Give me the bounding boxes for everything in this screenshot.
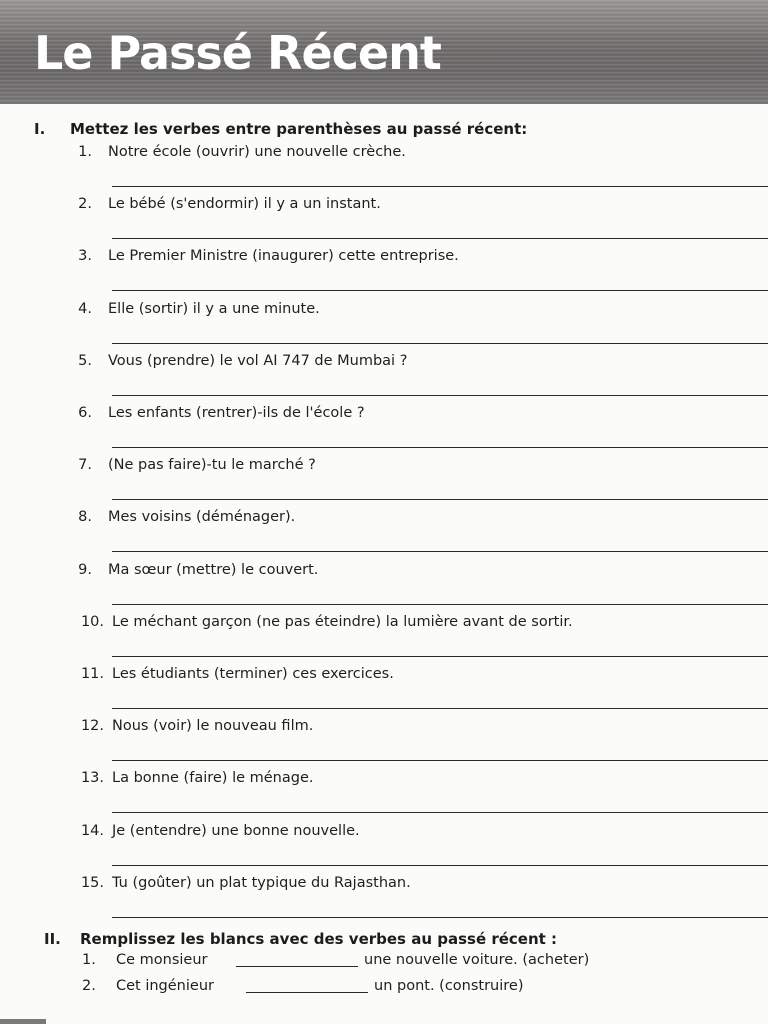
exercise-sentence: Les enfants (rentrer)-ils de l'école ? — [108, 405, 365, 421]
exercise-sentence: Notre école (ouvrir) une nouvelle crèche. — [108, 144, 406, 160]
answer-line[interactable] — [112, 812, 768, 813]
answer-line[interactable] — [112, 395, 768, 396]
exercise-sentence: Le Premier Ministre (inaugurer) cette entreprise. — [108, 248, 459, 264]
fill-item-after: une nouvelle voiture. (acheter) — [364, 952, 590, 968]
fill-item-before: Ce monsieur — [116, 952, 208, 968]
exercise-number: 5. — [78, 353, 92, 369]
exercise-sentence: La bonne (faire) le ménage. — [112, 770, 314, 786]
page-title: Le Passé Récent — [34, 26, 441, 80]
section-2-instruction: Remplissez les blancs avec des verbes au passé récent : — [80, 930, 558, 948]
exercise-number: 9. — [78, 562, 92, 578]
answer-line[interactable] — [112, 238, 768, 239]
answer-line[interactable] — [112, 865, 768, 866]
exercise-number: 8. — [78, 509, 92, 525]
exercise-number: 7. — [78, 457, 92, 473]
exercise-number: 6. — [78, 405, 92, 421]
fill-blank[interactable] — [246, 992, 368, 993]
exercise-number: 10. — [80, 614, 104, 630]
title-banner — [0, 0, 768, 104]
fill-blank[interactable] — [236, 966, 358, 967]
exercise-sentence: Ma sœur (mettre) le couvert. — [108, 562, 319, 578]
fill-item-number: 2. — [82, 978, 96, 994]
exercise-sentence: Elle (sortir) il y a une minute. — [108, 301, 320, 317]
fill-item — [0, 952, 768, 978]
exercise-sentence: Tu (goûter) un plat typique du Rajasthan. — [112, 875, 411, 891]
answer-line[interactable] — [112, 343, 768, 344]
answer-line[interactable] — [112, 447, 768, 448]
exercise-sentence: Les étudiants (terminer) ces exercices. — [112, 666, 394, 682]
answer-line[interactable] — [112, 186, 768, 187]
fill-item-after: un pont. (construire) — [374, 978, 524, 994]
exercise-number: 13. — [80, 770, 104, 786]
answer-line[interactable] — [112, 760, 768, 761]
exercise-sentence: Le bébé (s'endormir) il y a un instant. — [108, 196, 381, 212]
section-1-number: I. — [34, 120, 46, 138]
exercise-sentence: Vous (prendre) le vol AI 747 de Mumbai ? — [108, 353, 408, 369]
answer-line[interactable] — [112, 290, 768, 291]
answer-line[interactable] — [112, 656, 768, 657]
section-1-instruction: Mettez les verbes entre parenthèses au passé récent: — [70, 120, 528, 138]
exercise-sentence: (Ne pas faire)-tu le marché ? — [108, 457, 316, 473]
section-2-number: II. — [44, 930, 61, 948]
exercise-number: 3. — [78, 248, 92, 264]
exercise-number: 14. — [80, 823, 104, 839]
exercise-number: 12. — [80, 718, 104, 734]
fill-item-before: Cet ingénieur — [116, 978, 214, 994]
exercise-sentence: Mes voisins (déménager). — [108, 509, 296, 525]
fill-item — [0, 978, 768, 1004]
fill-item-number: 1. — [82, 952, 96, 968]
exercise-sentence: Je (entendre) une bonne nouvelle. — [112, 823, 360, 839]
answer-line[interactable] — [112, 917, 768, 918]
exercise-number: 1. — [78, 144, 92, 160]
exercise-number: 11. — [80, 666, 104, 682]
exercise-sentence: Le méchant garçon (ne pas éteindre) la lumière avant de sortir. — [112, 614, 573, 630]
exercise-number: 2. — [78, 196, 92, 212]
answer-line[interactable] — [112, 551, 768, 552]
answer-line[interactable] — [112, 604, 768, 605]
exercise-number: 15. — [80, 875, 104, 891]
exercise-sentence: Nous (voir) le nouveau film. — [112, 718, 314, 734]
page-corner-mark — [0, 1019, 46, 1024]
exercise-number: 4. — [78, 301, 92, 317]
answer-line[interactable] — [112, 708, 768, 709]
answer-line[interactable] — [112, 499, 768, 500]
